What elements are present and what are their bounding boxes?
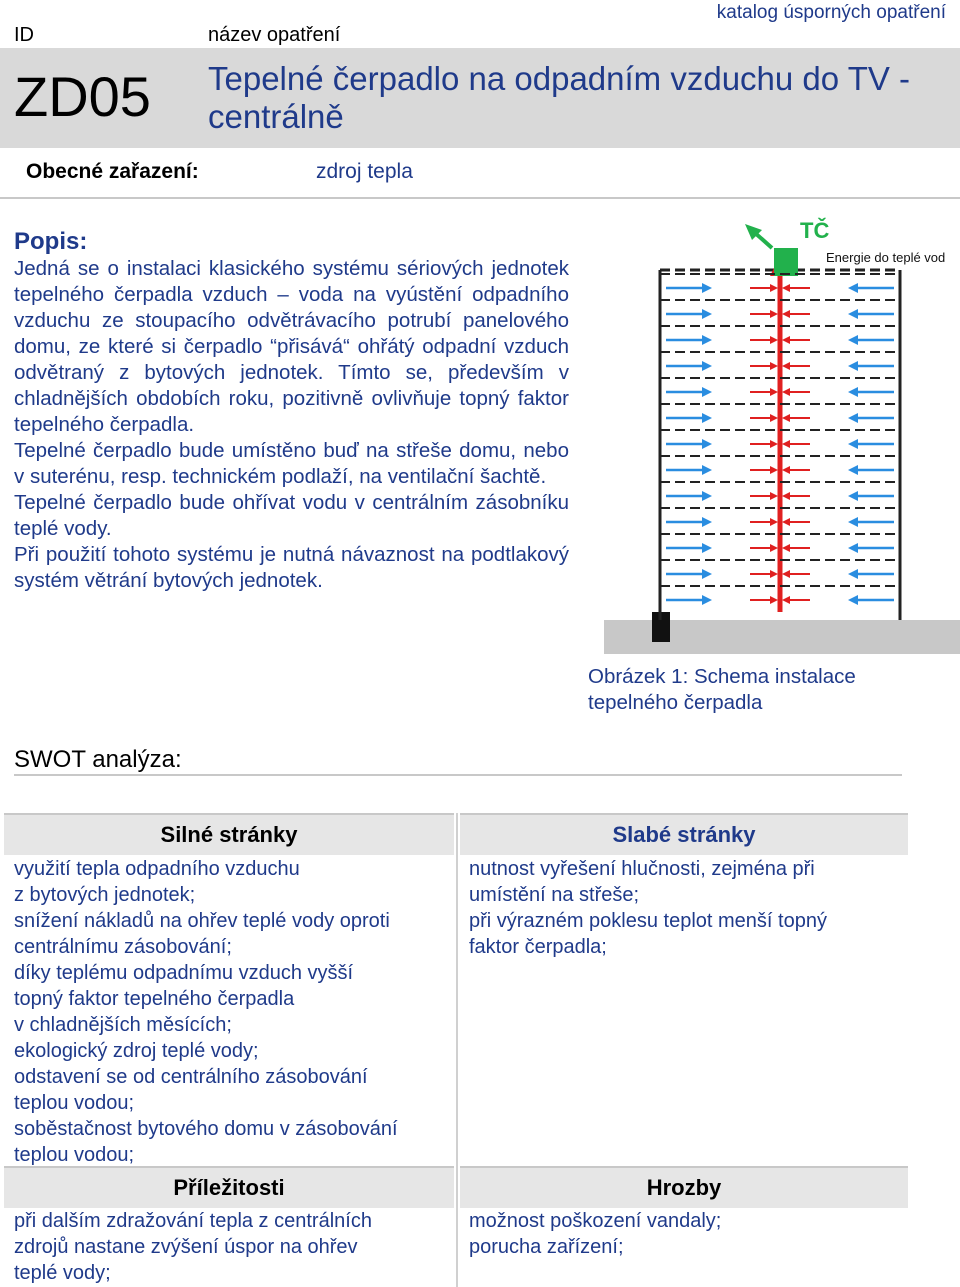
inflow-arrowhead (702, 361, 712, 371)
swot-item: z bytových jednotek; (14, 884, 196, 906)
inflow-arrowhead (848, 595, 858, 605)
exhaust-arrowhead (782, 414, 790, 422)
swot-item: možnost poškození vandaly; (469, 1210, 722, 1232)
inflow-arrowhead (848, 335, 858, 345)
swot-item: využití tepla odpadního vzduchu (14, 858, 300, 880)
description-paragraph: Tepelné čerpadlo bude ohřívat vodu v centrálním zásobníku teplé vody. (14, 491, 569, 540)
inflow-arrowhead (702, 569, 712, 579)
inflow-arrowhead (848, 439, 858, 449)
swot-item: topný faktor tepelného čerpadla (14, 988, 295, 1010)
exhaust-arrowhead (770, 466, 778, 474)
swot-item: soběstačnost bytového domu v zásobování (14, 1118, 398, 1140)
exhaust-arrowhead (770, 570, 778, 578)
exhaust-arrowhead (782, 336, 790, 344)
swot-item: odstavení se od centrálního zásobování (14, 1066, 368, 1088)
exhaust-arrowhead (770, 440, 778, 448)
swot-item: v chladnějších měsících; (14, 1014, 232, 1036)
inflow-arrowhead (848, 517, 858, 527)
classification-label: Obecné zařazení: (26, 160, 199, 183)
strengths-list (14, 856, 452, 1168)
inflow-arrowhead (848, 491, 858, 501)
swot-item: nutnost vyřešení hlučnosti, zejména při (469, 858, 815, 880)
swot-item: teplou vodou; (14, 1092, 135, 1114)
threats-heading: Hrozby (460, 1166, 908, 1208)
measure-title (208, 60, 938, 136)
swot-item: ekologický zdroj teplé vody; (14, 1040, 259, 1062)
inflow-arrowhead (702, 283, 712, 293)
exhaust-arrowhead (782, 284, 790, 292)
weaknesses-list (469, 856, 905, 960)
exhaust-arrowhead (782, 518, 790, 526)
description-heading: Popis: (14, 228, 88, 255)
inflow-arrowhead (848, 387, 858, 397)
description-paragraph: Při použití tohoto systému je nutná návaznost na podtlakový systém větrání bytových jednotek. (14, 543, 569, 592)
exhaust-arrowhead (770, 492, 778, 500)
swot-item: teplé vody; (14, 1262, 111, 1284)
opportunities-list (14, 1208, 452, 1286)
inflow-arrowhead (702, 387, 712, 397)
swot-item: snížení nákladů na ohřev teplé vody oproti (14, 910, 390, 932)
catalog-label: katalog úsporných opatření (716, 2, 946, 23)
measure-id: ZD05 (14, 65, 151, 128)
exhaust-arrowhead (782, 544, 790, 552)
description-paragraph: Jedná se o instalaci klasického systému sériových jednotek tepelného čerpadla vzduch – voda na vyústění odpadního vzduchu ze stoupacího odvětrávacího potrubí panelového domu, ze které si čerpadlo “přisává“ ohřátý odpadní vzduch odvětraný z bytových jednotek. Tímto se, především v chladnějších obdobích roku, pozitivně ovlivňuje topný faktor tepelného čerpadla. (14, 257, 569, 436)
inflow-arrowhead (702, 491, 712, 501)
column-separator (456, 813, 458, 1287)
swot-item: porucha zařízení; (469, 1236, 624, 1258)
inflow-arrowhead (702, 335, 712, 345)
classification-value: zdroj tepla (316, 160, 413, 183)
exhaust-arrowhead (770, 336, 778, 344)
title-line: centrálně (208, 98, 344, 135)
swot-item: díky teplému odpadnímu vzduch vyšší (14, 962, 354, 984)
description-text (14, 256, 569, 594)
swot-item: teplou vodou; (14, 1144, 135, 1166)
exhaust-arrowhead (782, 492, 790, 500)
inflow-arrowhead (848, 283, 858, 293)
inflow-arrowhead (702, 595, 712, 605)
exhaust-arrowhead (770, 362, 778, 370)
exhaust-arrowhead (770, 544, 778, 552)
swot-heading: SWOT analýza: (14, 746, 182, 773)
exhaust-arrowhead (782, 440, 790, 448)
figure-caption (588, 664, 928, 716)
swot-item: zdrojů nastane zvýšení úspor na ohřev (14, 1236, 358, 1258)
inflow-arrowhead (702, 439, 712, 449)
exhaust-arrowhead (782, 362, 790, 370)
inflow-arrowhead (848, 309, 858, 319)
inflow-arrowhead (848, 543, 858, 553)
swot-divider (14, 774, 902, 776)
swot-item: umístění na střeše; (469, 884, 640, 906)
description-paragraph: Tepelné čerpadlo bude umístěno buď na střeše domu, nebo v suterénu, resp. technickém podlaží, na ventilační šachtě. (14, 439, 569, 488)
id-label: ID (14, 24, 34, 46)
exhaust-arrowhead (770, 388, 778, 396)
threats-list (469, 1208, 905, 1260)
caption-line: Obrázek 1: Schema instalace (588, 665, 856, 688)
exhaust-arrowhead (782, 570, 790, 578)
strengths-heading: Silné stránky (4, 813, 454, 855)
inflow-arrowhead (848, 361, 858, 371)
heat-pump-schema (600, 212, 960, 662)
swot-item: při dalším zdražování tepla z centrálních (14, 1210, 372, 1232)
exhaust-arrowhead (782, 596, 790, 604)
exhaust-arrowhead (782, 388, 790, 396)
swot-item: centrálnímu zásobování; (14, 936, 232, 958)
energy-label: Energie do teplé vod (826, 250, 946, 265)
inflow-arrowhead (848, 569, 858, 579)
exhaust-arrowhead (770, 518, 778, 526)
exhaust-arrowhead (770, 310, 778, 318)
exhaust-arrowhead (770, 414, 778, 422)
weaknesses-heading: Slabé stránky (460, 813, 908, 855)
inflow-arrowhead (702, 543, 712, 553)
swot-item: při výrazném poklesu teplot menší topný (469, 910, 827, 932)
heat-pump-unit (774, 248, 798, 276)
divider (0, 197, 960, 199)
name-label: název opatření (208, 24, 341, 46)
tc-label: TČ (800, 218, 830, 243)
inflow-arrowhead (702, 465, 712, 475)
exhaust-arrowhead (770, 284, 778, 292)
swot-item: faktor čerpadla; (469, 936, 607, 958)
caption-line: tepelného čerpadla (588, 691, 763, 714)
inflow-arrowhead (702, 309, 712, 319)
title-line: Tepelné čerpadlo na odpadním vzduchu do TV - (208, 60, 911, 97)
inflow-arrowhead (702, 413, 712, 423)
inflow-arrowhead (848, 413, 858, 423)
exhaust-arrowhead (782, 310, 790, 318)
exhaust-arrowhead (770, 596, 778, 604)
inflow-arrowhead (702, 517, 712, 527)
inflow-arrowhead (848, 465, 858, 475)
exhaust-arrowhead (782, 466, 790, 474)
opportunities-heading: Příležitosti (4, 1166, 454, 1208)
